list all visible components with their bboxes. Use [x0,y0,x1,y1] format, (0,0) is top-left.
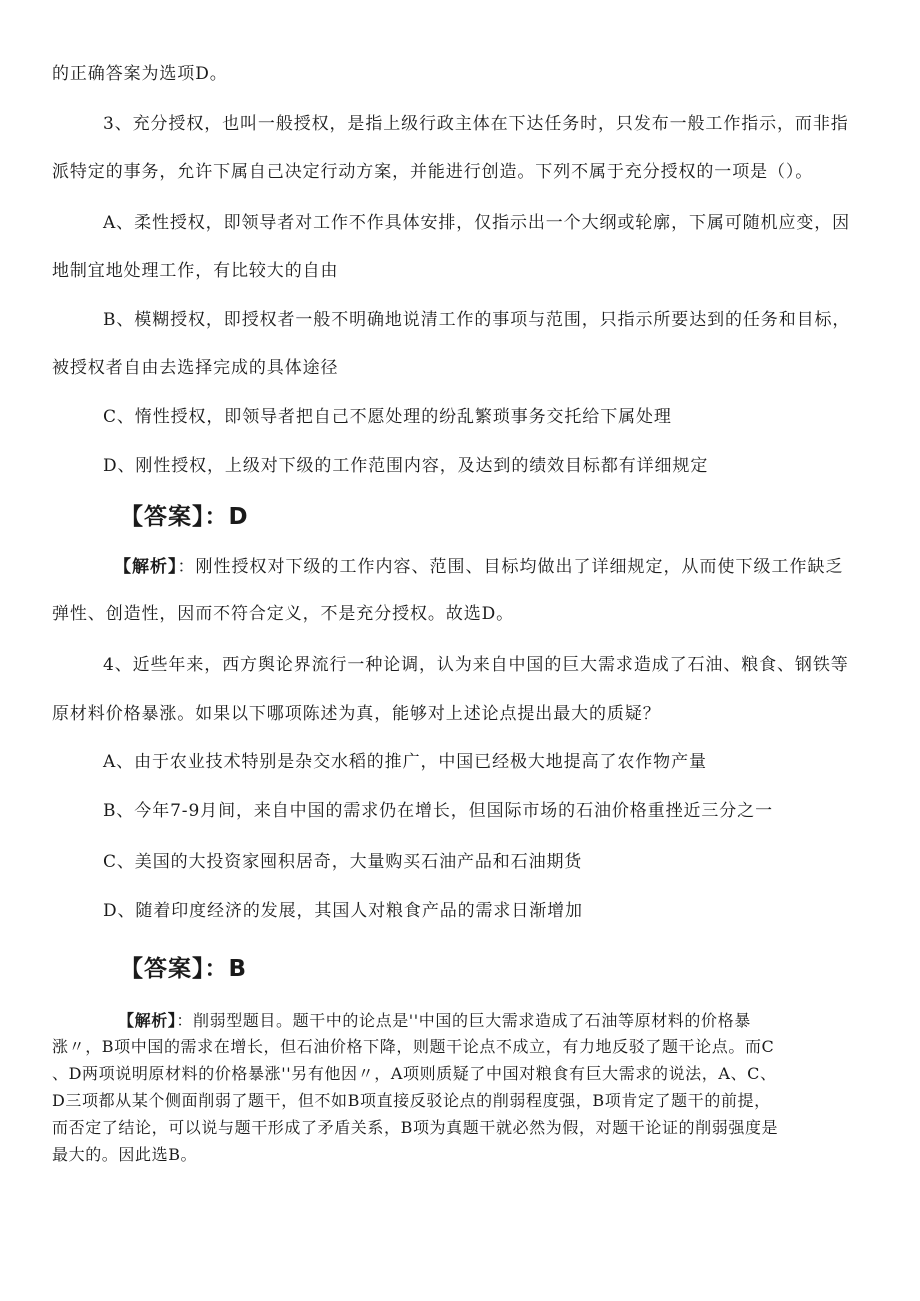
explanation-text: ：刚性授权对下级的工作内容、范围、目标均做出了详细规定，从而使下级工作缺乏 [177,557,844,577]
question-4-stem-line-1: 4、近些年来，西方舆论界流行一种论调，认为来自中国的巨大需求造成了石油、粮食、钢铁等 [103,655,849,675]
explanation-text: ：削弱型题目。题干中的论点是''中国的巨大需求造成了石油等原材料的价格暴 [176,1011,751,1030]
question-3-answer: 【答案】：D [120,504,249,530]
question-3-option-a-line-2: 地制宜地处理工作，有比较大的自由 [52,261,339,281]
question-4-option-d: D、随着印度经济的发展，其国人对粮食产品的需求日渐增加 [103,901,583,921]
question-3-explanation-line-2: 弹性、创造性，因而不符合定义，不是充分授权。故选D。 [52,604,515,624]
text-line-prev-answer: 的正确答案为选项D。 [52,64,228,84]
explanation-label: 【解析】 [118,1011,177,1030]
question-4-explanation-line-6: 最大的。因此选B。 [52,1145,198,1164]
question-3-option-c: C、惰性授权，即领导者把自己不愿处理的纷乱繁琐事务交托给下属处理 [103,407,672,427]
question-4-explanation-line-5: 而否定了结论，可以说与题干形成了矛盾关系，B项为真题干就必然为假，对题干论证的削弱强度是 [52,1118,779,1137]
question-3-explanation-line-1 [114,556,844,578]
question-4-explanation-line-4: D三项都从某个侧面削弱了题干，但不如B项直接反驳论点的削弱程度强，B项肯定了题干的前提， [52,1091,771,1110]
question-4-answer: 【答案】：B [120,956,248,982]
question-4-explanation-line-2: 涨〃，B项中国的需求在增长，但石油价格下降，则题干论点不成立，有力地反驳了题干论点。而C [52,1037,775,1056]
question-3-stem-line-2: 派特定的事务，允许下属自己决定行动方案，并能进行创造。下列不属于充分授权的一项是（）。 [52,162,814,182]
question-4-explanation-line-1 [118,1010,751,1032]
question-4-option-c: C、美国的大投资家囤积居奇，大量购买石油产品和石油期货 [103,852,583,872]
question-4-stem-line-2: 原材料价格暴涨。如果以下哪项陈述为真，能够对上述论点提出最大的质疑？ [52,704,661,724]
explanation-label: 【解析】 [114,557,178,577]
question-4-option-a: A、由于农业技术特别是杂交水稻的推广，中国已经极大地提高了农作物产量 [103,752,707,772]
question-3-option-a-line-1: A、柔性授权，即领导者对工作不作具体安排，仅指示出一个大纲或轮廓，下属可随机应变，因 [103,213,851,233]
question-3-stem-line-1: 3、充分授权，也叫一般授权，是指上级行政主体在下达任务时，只发布一般工作指示，而非指 [103,114,849,134]
question-3-option-b-line-1: B、模糊授权，即授权者一般不明确地说清工作的事项与范围，只指示所要达到的任务和目标， [103,310,851,330]
question-4-option-b: B、今年7-9月间，来自中国的需求仍在增长，但国际市场的石油价格重挫近三分之一 [103,801,773,821]
question-3-option-d: D、刚性授权，上级对下级的工作范围内容，及达到的绩效目标都有详细规定 [103,456,709,476]
question-4-explanation-line-3: 、D两项说明原材料的价格暴涨''另有他因〃，A项则质疑了中国对粮食有巨大需求的说法，A、C、 [52,1064,777,1083]
question-3-option-b-line-2: 被授权者自由去选择完成的具体途径 [52,358,339,378]
